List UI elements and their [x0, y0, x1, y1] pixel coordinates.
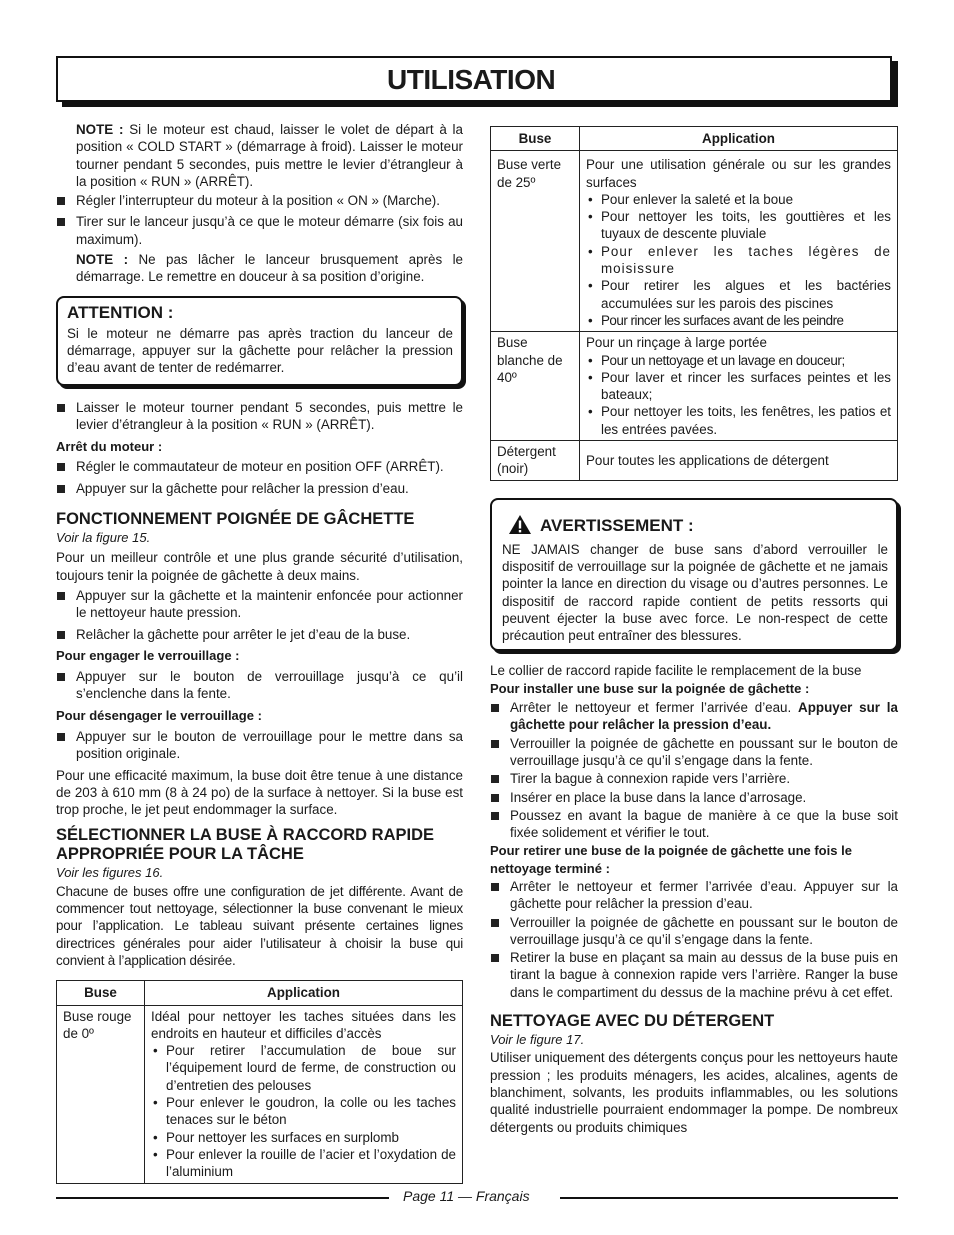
list-item: Retirer la buse en plaçant sa main au dessus de la buse puis en tirant la bague à connexion rapide vers l’arrière. Ranger la buse dans le compartiment du dessus de la machine prévu à cet effet.: [490, 949, 898, 1001]
run-step-list: [56, 399, 463, 434]
list-item: Laisser le moteur tourner pendant 5 secondes, puis mettre le levier d’étrangleur à la position « RUN » (ARRÊT).: [56, 399, 463, 434]
attention-text: Si le moteur ne démarre pas après traction du lanceur de démarrage, appuyer sur la gâchette pour relâcher la pression d’eau avant de tenter de redémarrer.: [67, 325, 453, 376]
nozzle-name: Buse blanche de 40º: [491, 332, 580, 441]
nozzle-application: [580, 151, 898, 332]
step-text: Arrêter le nettoyeur et fermer l’arrivée d’eau.: [510, 700, 792, 716]
list-item: Arrêter le nettoyeur et fermer l’arrivée d’eau. Appuyer sur la gâchette pour relâcher la pression d’eau.: [490, 878, 898, 913]
warning-triangle-icon: [508, 514, 532, 540]
note-text: Ne pas lâcher le lanceur brusquement après le démarrage. Le remettre en douceur à sa position d’origine.: [76, 252, 463, 285]
figure-reference: Voir la figure 15.: [56, 530, 151, 546]
nozzle-application: [145, 1005, 463, 1183]
table-header-application: Application: [145, 981, 463, 1005]
warning-header: [502, 514, 888, 540]
section-heading: FONCTIONNEMENT POIGNÉE DE GÂCHETTE: [56, 510, 415, 529]
footer-rule-left: [56, 1197, 389, 1199]
paragraph: Pour une efficacité maximum, la buse doit être tenue à une distance de 203 à 610 mm (8 à 24 po) de la surface à nettoyer. Si la buse est trop proche, le jet peut endommager la surface.: [56, 767, 463, 818]
list-item: • Pour nettoyer les toits, les fenêtres, les patios et les entrées pavées.: [586, 403, 891, 438]
list-item: Appuyer sur le bouton de verrouillage pour le mettre dans sa position originale.: [56, 728, 463, 763]
list-item: • Pour retirer l’accumulation de boue sur l’équipement lourd de ferme, de construction ou d’entretien des pelouses: [151, 1042, 456, 1094]
application-list: [151, 1042, 456, 1180]
list-item: • Pour un nettoyage et un lavage en douceur;: [586, 352, 891, 369]
attention-title: ATTENTION :: [67, 302, 174, 322]
list-item: Régler le commautateur de moteur en position OFF (ARRÊT).: [56, 458, 463, 475]
warning-title: AVERTISSEMENT :: [540, 515, 694, 535]
list-item: Verrouiller la poignée de gâchette en poussant sur le bouton de verrouillage jusqu’à ce qu’il s’engage dans la fente.: [490, 735, 898, 770]
note-text: Si le moteur est chaud, laisser le volet de départ à la position « COLD START » (démarrage à froid). Laisser le moteur tourner pendant 5 secondes, puis mettre le levier d’étrangleur à la position « RUN » (ARRÊT).: [76, 122, 463, 189]
list-item: Verrouiller la poignée de gâchette en poussant sur le bouton de verrouillage jusqu’à ce qu’il s’engage dans la fente.: [490, 914, 898, 949]
paragraph: Pour un meilleur contrôle et une plus grande sécurité d’utilisation, toujours tenir la poignée de gâchette à deux mains.: [56, 550, 463, 583]
nozzle-table: [56, 980, 463, 1183]
section-heading: SÉLECTIONNER LA BUSE À RACCORD RAPIDE APPROPRIÉE POUR LA TÂCHE: [56, 825, 434, 863]
remove-heading: Pour retirer une buse de la poignée de gâchette une fois le nettoyage terminé :: [490, 843, 852, 876]
list-item: • Pour enlever la rouille de l’acier et l’oxydation de l’aluminium: [151, 1146, 456, 1181]
list-item: • Pour enlever la saleté et la boue: [586, 191, 891, 208]
table-header-buse: Buse: [57, 981, 145, 1005]
table-header-buse: Buse: [491, 127, 580, 151]
left-column: [56, 121, 463, 1184]
nozzle-table: [490, 126, 898, 481]
table-header-application: Application: [580, 127, 898, 151]
table-row: [491, 441, 898, 481]
nozzle-application: [580, 332, 898, 441]
figure-reference: Voir les figures 16.: [56, 864, 164, 880]
list-item: • Pour laver et rincer les surfaces peintes et les bateaux;: [586, 369, 891, 404]
note-cold-start: [56, 121, 463, 190]
list-item: • Pour rincer les surfaces avant de les peindre: [586, 312, 891, 329]
attention-callout: [56, 296, 463, 386]
list-item: • Pour retirer les algues et les bactéries accumulées sur les parois des piscines: [586, 277, 891, 312]
application-intro: Pour un rinçage à large portée: [586, 335, 767, 351]
list-item: Tirer la bague à connexion rapide vers l’arrière.: [490, 770, 898, 787]
step-emphasis: Appuyer sur la gâchette pour relâcher la pression d’eau.: [510, 700, 898, 733]
note-label: NOTE :: [76, 122, 124, 137]
list-item: Poussez en avant la bague de manière à ce que la buse soit fixée solidement et vérifier le tout.: [490, 807, 898, 842]
section-heading: NETTOYAGE AVEC DU DÉTERGENT: [490, 1012, 775, 1031]
right-column: [490, 126, 898, 1136]
note-label: NOTE :: [76, 252, 129, 268]
list-item: Relâcher la gâchette pour arrêter le jet d’eau de la buse.: [56, 626, 463, 643]
start-steps-list: [56, 192, 463, 248]
warning-text: NE JAMAIS changer de buse sans d’abord verrouiller le dispositif de verrouillage sur la poignée de gâchette et ne jamais pointer la lance en direction du visage ou d’autres personnes. Le dispositif de raccord rapide contient de petits ressorts qui peuvent éjecter la buse avec force. Le non-respect de cette précaution peut entraîner des blessures.: [502, 541, 888, 644]
list-item: • Pour nettoyer les toits, les gouttières et les tuyaux de descente pluviale: [586, 208, 891, 243]
page-title: UTILISATION: [387, 64, 556, 95]
nozzle-name: Buse verte de 25º: [491, 151, 580, 332]
warning-callout: [490, 498, 898, 652]
list-item: • Pour enlever le goudron, la colle ou les taches tenaces sur le béton: [151, 1094, 456, 1129]
stop-heading: Arrêt du moteur :: [56, 439, 163, 455]
lock-heading: Pour engager le verrouillage :: [56, 647, 240, 663]
list-item: • Pour enlever les taches légères de moisissure: [586, 243, 891, 278]
page-footer: [56, 1186, 898, 1208]
list-item: Appuyer sur le bouton de verrouillage jusqu’à ce qu’il s’enclenche dans la fente.: [56, 668, 463, 703]
footer-text: Page 11 — Français: [403, 1188, 530, 1204]
application-intro: Pour une utilisation générale ou sur les grandes surfaces: [586, 157, 891, 190]
nozzle-application: Pour toutes les applications de détergent: [580, 441, 898, 481]
table-row: [491, 151, 898, 332]
table-row: [57, 1005, 463, 1183]
list-item: [490, 699, 898, 734]
paragraph: Chacune de buses offre une configuration de jet différente. Avant de commencer tout nettoyage, sélectionner la buse convenant le mieux pour l’application. Le tableau suivant présente certaines lignes directrices générales pour aider l’utilisateur à choisir la buse qui convient à l’application désirée.: [56, 883, 463, 968]
list-item: Régler l’interrupteur du moteur à la position « ON » (Marche).: [56, 192, 463, 209]
lock-steps-list: [56, 668, 463, 703]
list-item: Insérer en place la buse dans la lance d’arrosage.: [490, 789, 898, 806]
list-item: Tirer sur le lanceur jusqu’à ce que le moteur démarre (six fois au maximum).: [56, 213, 463, 248]
paragraph: Utiliser uniquement des détergents conçus pour les nettoyeurs haute pression ; les produits ménagers, les acides, alcalines, agents de blanchiment, solvants, les produits inflammables, ou les solutions qualité industrielle pourraient endommager la pompe. De nombreux détergents ou produits chimiques: [490, 1050, 898, 1135]
application-list: [586, 191, 891, 329]
install-steps-list: [490, 699, 898, 841]
figure-reference: Voir le figure 17.: [490, 1032, 585, 1048]
footer-rule-right: [560, 1197, 898, 1199]
paragraph: Le collier de raccord rapide facilite le remplacement de la buse: [490, 663, 862, 679]
application-intro: Idéal pour nettoyer les taches situées dans les endroits en hauteur et difficiles d’accès: [151, 1008, 456, 1041]
list-item: Appuyer sur la gâchette et la maintenir enfoncée pour actionner le nettoyeur haute pression.: [56, 587, 463, 622]
unlock-heading: Pour désengager le verrouillage :: [56, 707, 262, 723]
table-row: [491, 332, 898, 441]
list-item: • Pour nettoyer les surfaces en surplomb: [151, 1129, 456, 1146]
remove-steps-list: [490, 878, 898, 1001]
nozzle-name: Détergent (noir): [491, 441, 580, 481]
list-item: Appuyer sur la gâchette pour relâcher la pression d’eau.: [56, 480, 463, 497]
trigger-steps-list: [56, 587, 463, 643]
nozzle-name: Buse rouge de 0º: [57, 1005, 145, 1183]
unlock-steps-list: [56, 728, 463, 763]
application-list: [586, 352, 891, 438]
note-release-starter: [56, 251, 463, 286]
page-title-box: [56, 56, 892, 102]
install-heading: Pour installer une buse sur la poignée de gâchette :: [490, 680, 810, 696]
table-header-row: [57, 981, 463, 1005]
stop-steps-list: [56, 458, 463, 497]
table-header-row: [491, 127, 898, 151]
